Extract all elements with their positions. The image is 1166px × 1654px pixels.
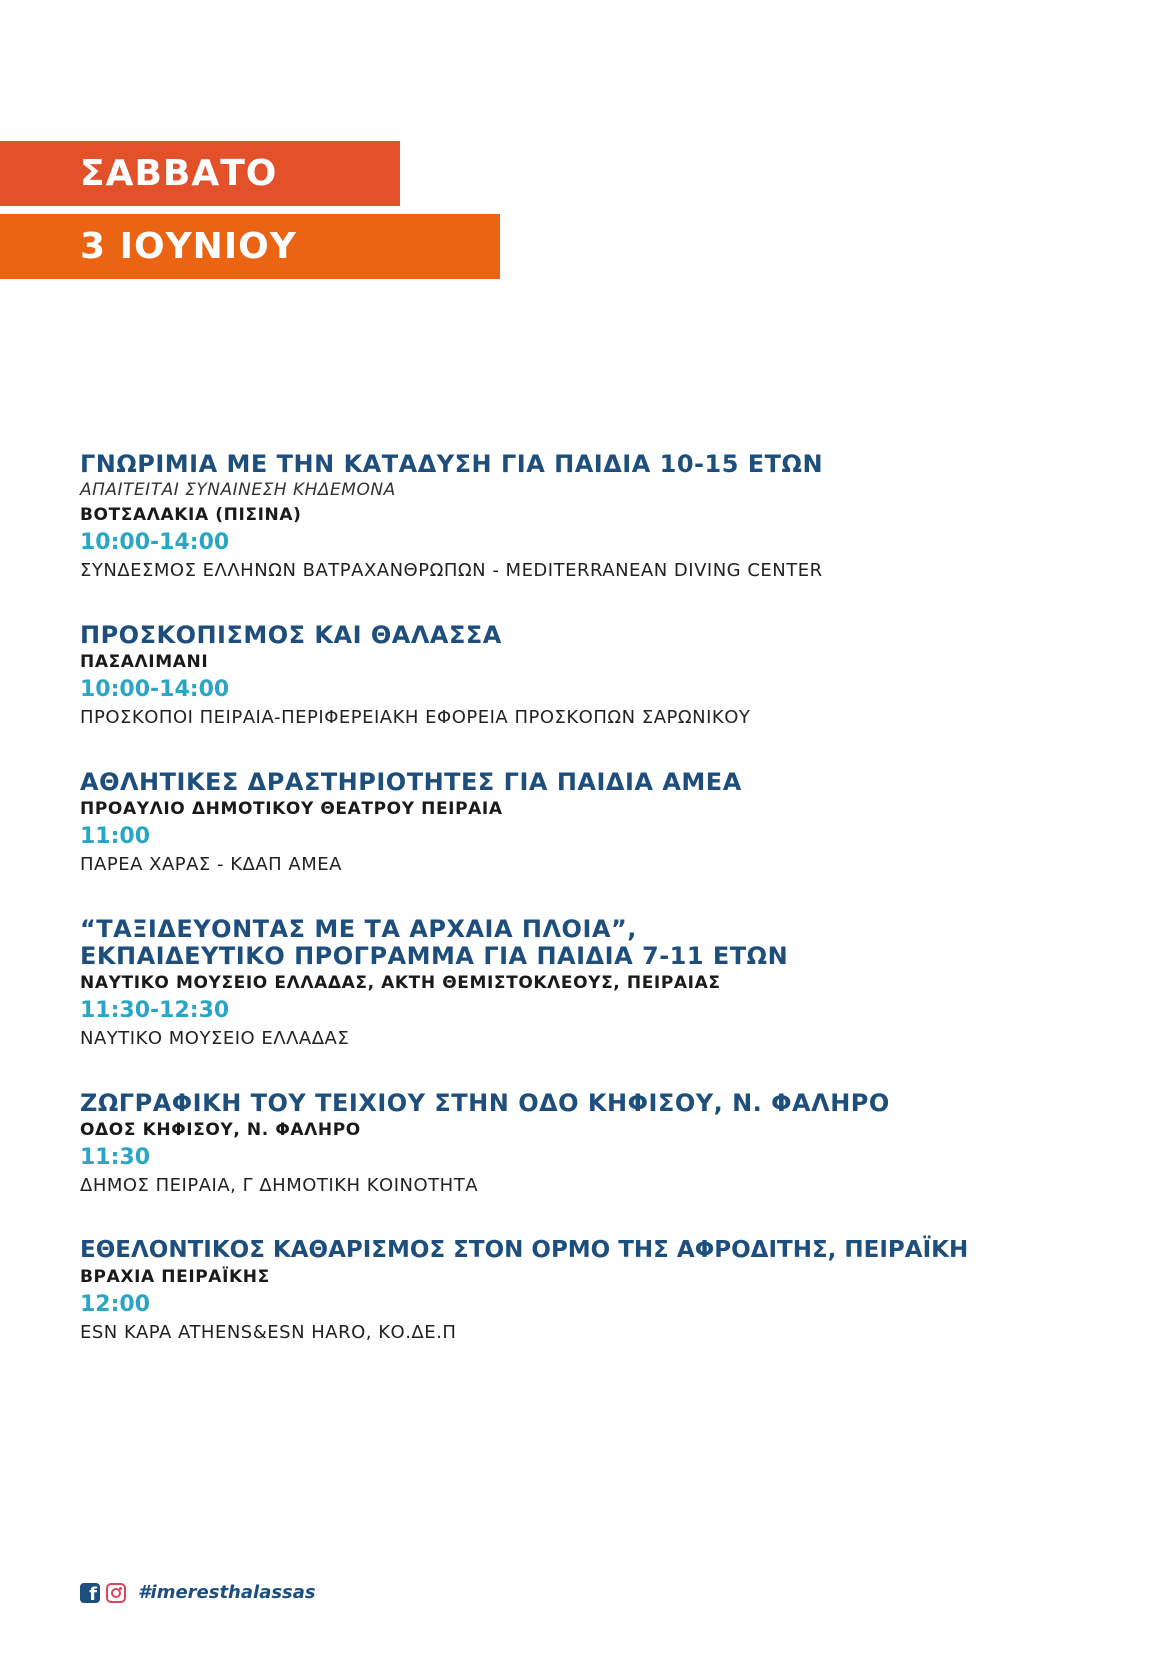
event-organizer: ΣΥΝΔΕΣΜΟΣ ΕΛΛΗΝΩΝ ΒΑΤΡΑΧΑΝΘΡΩΠΩΝ - MEDITERRANEAN DIVING CENTER (80, 560, 823, 581)
event-time: 11:30-12:30 (80, 998, 230, 1023)
event-time: 10:00-14:00 (80, 677, 230, 702)
social-footer (80, 1582, 316, 1603)
event-place: ΠΑΣΑΛΙΜΑΝΙ (80, 652, 209, 672)
event-list (80, 451, 1120, 1384)
facebook-icon[interactable] (80, 1583, 100, 1603)
event-item (80, 1237, 1120, 1346)
event-place: ΟΔΟΣ ΚΗΦΙΣΟΥ, Ν. ΦΑΛΗΡΟ (80, 1120, 361, 1140)
event-item (80, 769, 1120, 878)
event-place: ΠΡΟΑΥΛΙΟ ΔΗΜΟΤΙΚΟΥ ΘΕΑΤΡΟΥ ΠΕΙΡΑΙΑ (80, 799, 503, 819)
day-label: ΣΑΒΒΑΤΟ (80, 153, 278, 194)
event-note: ΑΠΑΙΤΕΙΤΑΙ ΣΥΝΑΙΝΕΣΗ ΚΗΔΕΜΟΝΑ (80, 480, 396, 500)
day-banner (0, 141, 400, 206)
event-title: ΠΡΟΣΚΟΠΙΣΜΟΣ ΚΑΙ ΘΑΛΑΣΣΑ (80, 621, 502, 649)
event-time: 12:00 (80, 1292, 151, 1317)
event-item (80, 916, 1120, 1052)
event-item (80, 1090, 1120, 1199)
event-organizer: ΠΡΟΣΚΟΠΟΙ ΠΕΙΡΑΙΑ-ΠΕΡΙΦΕΡΕΙΑΚΗ ΕΦΟΡΕΙΑ ΠΡΟΣΚΟΠΩΝ ΣΑΡΩΝΙΚΟΥ (80, 707, 751, 728)
event-time: 11:30 (80, 1145, 151, 1170)
date-banner (0, 214, 500, 279)
instagram-icon[interactable] (106, 1583, 126, 1603)
hashtag-label: #imeresthalassas (138, 1582, 316, 1603)
event-place: ΝΑΥΤΙΚΟ ΜΟΥΣΕΙΟ ΕΛΛΑΔΑΣ, ΑΚΤΗ ΘΕΜΙΣΤΟΚΛΕΟΥΣ, ΠΕΙΡΑΙΑΣ (80, 973, 721, 993)
event-title: ΓΝΩΡΙΜΙΑ ΜΕ ΤΗΝ ΚΑΤΑΔΥΣΗ ΓΙΑ ΠΑΙΔΙΑ 10-15 ΕΤΩΝ (80, 450, 824, 478)
event-organizer: ΔΗΜΟΣ ΠΕΙΡΑΙΑ, Γ ΔΗΜΟΤΙΚΗ ΚΟΙΝΟΤΗΤΑ (80, 1175, 479, 1196)
event-title: ΖΩΓΡΑΦΙΚΗ ΤΟΥ ΤΕΙΧΙΟΥ ΣΤΗΝ ΟΔΟ ΚΗΦΙΣΟΥ, Ν. ΦΑΛΗΡΟ (80, 1089, 890, 1117)
event-time: 10:00-14:00 (80, 530, 230, 555)
event-item (80, 622, 1120, 731)
event-organizer: ΠΑΡΕΑ ΧΑΡΑΣ - ΚΔΑΠ ΑΜΕΑ (80, 854, 342, 875)
event-time: 11:00 (80, 824, 151, 849)
event-organizer: ΝΑΥΤΙΚΟ ΜΟΥΣΕΙΟ ΕΛΛΑΔΑΣ (80, 1028, 350, 1049)
event-title: “ΤΑΞΙΔΕΥΟΝΤΑΣ ΜΕ ΤΑ ΑΡΧΑΙΑ ΠΛΟΙΑ”, ΕΚΠΑΙΔΕΥΤΙΚΟ ΠΡΟΓΡΑΜΜΑ ΓΙΑ ΠΑΙΔΙΑ 7-11 ΕΤΩΝ (80, 915, 789, 970)
event-place: ΒΡΑΧΙΑ ΠΕΙΡΑΪΚΗΣ (80, 1267, 270, 1287)
event-item (80, 451, 1120, 584)
date-label: 3 ΙΟΥΝΙΟΥ (80, 226, 297, 267)
event-organizer: ESN KAPA ATHENS&ESN HARO, ΚΟ.ΔΕ.Π (80, 1322, 457, 1343)
event-title: ΑΘΛΗΤΙΚΕΣ ΔΡΑΣΤΗΡΙΟΤΗΤΕΣ ΓΙΑ ΠΑΙΔΙΑ ΑΜΕΑ (80, 768, 742, 796)
event-title: ΕΘΕΛΟΝΤΙΚΟΣ ΚΑΘΑΡΙΣΜΟΣ ΣΤΟΝ ΟΡΜΟ ΤΗΣ ΑΦΡΟΔΙΤΗΣ, ΠΕΙΡΑΪΚΗ (80, 1237, 969, 1263)
event-place: ΒΟΤΣΑΛΑΚΙΑ (ΠΙΣΙΝΑ) (80, 505, 302, 525)
